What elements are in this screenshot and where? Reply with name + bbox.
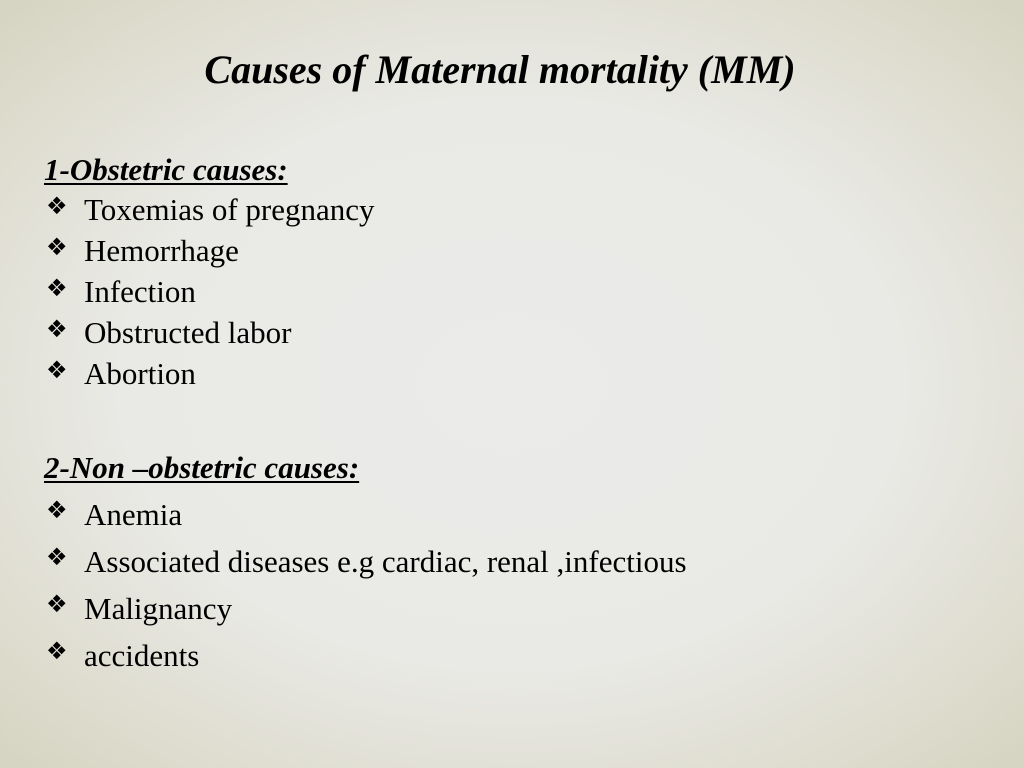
list-item-label: Associated diseases e.g cardiac, renal ,infectious <box>84 544 687 579</box>
list-item <box>44 543 687 590</box>
slide-title: Causes of Maternal mortality (MM) <box>204 47 796 92</box>
list-item-label: Malignancy <box>84 591 233 626</box>
section-heading-non-obstetric: 2-Non –obstetric causes: <box>44 450 360 485</box>
list-item-label: Anemia <box>84 497 183 532</box>
list-item <box>44 315 375 356</box>
list-item <box>44 496 687 543</box>
list-item <box>44 590 687 637</box>
diamond-bullet-icon: ❖ <box>46 496 68 524</box>
diamond-bullet-icon: ❖ <box>46 637 68 665</box>
non-obstetric-causes-list <box>44 496 687 684</box>
list-item <box>44 233 375 274</box>
diamond-bullet-icon: ❖ <box>46 590 68 618</box>
list-item-label: accidents <box>84 638 200 673</box>
list-item <box>44 192 375 233</box>
list-item-label: Abortion <box>84 356 196 391</box>
list-item <box>44 637 687 684</box>
list-item <box>44 274 375 315</box>
diamond-bullet-icon: ❖ <box>46 315 68 343</box>
diamond-bullet-icon: ❖ <box>46 356 68 384</box>
diamond-bullet-icon: ❖ <box>46 274 68 302</box>
section-heading-obstetric: 1-Obstetric causes: <box>44 152 288 187</box>
list-item-label: Hemorrhage <box>84 233 239 268</box>
diamond-bullet-icon: ❖ <box>46 192 68 220</box>
list-item-label: Obstructed labor <box>84 315 292 350</box>
diamond-bullet-icon: ❖ <box>46 543 68 571</box>
obstetric-causes-list <box>44 192 375 397</box>
diamond-bullet-icon: ❖ <box>46 233 68 261</box>
list-item <box>44 356 375 397</box>
list-item-label: Infection <box>84 274 196 309</box>
list-item-label: Toxemias of pregnancy <box>84 192 375 227</box>
